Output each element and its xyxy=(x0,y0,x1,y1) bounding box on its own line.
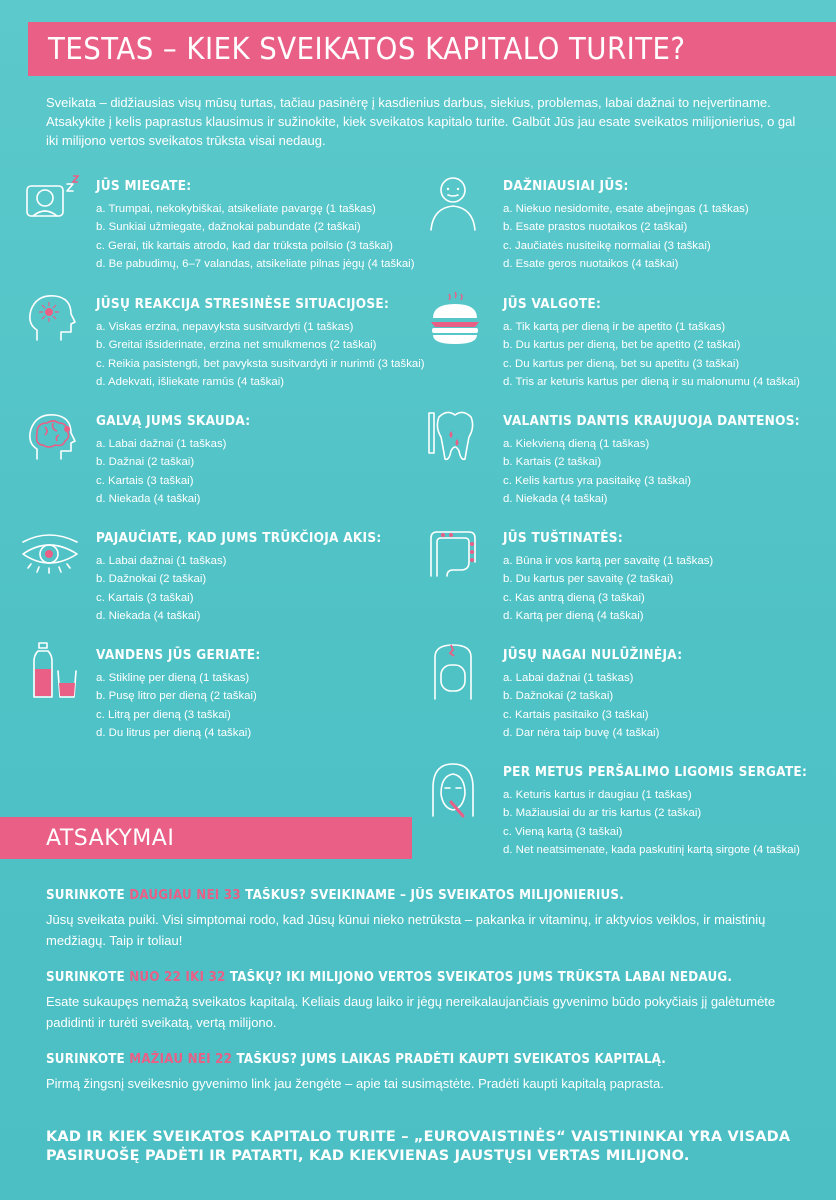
answer-option: c. Kelis kartus yra pasitaikę (3 taškai) xyxy=(503,474,692,487)
answer-option: b. Dažnai (2 taškai) xyxy=(96,456,195,469)
question-eating xyxy=(503,296,836,391)
answer-heading-pre: SURINKOTE xyxy=(46,888,130,903)
answer-option: b. Pusę litro per dieną (2 taškai) xyxy=(96,690,257,703)
answer-option: d. Be pabudimų, 6–7 valandas, atsikeliate pilnas jėgų (4 taškai) xyxy=(96,257,415,270)
burger-icon xyxy=(425,290,485,350)
answer-option: d. Dar nėra taip buvę (4 taškai) xyxy=(503,726,660,739)
page-title: TESTAS – KIEK SVEIKATOS KAPITALO TURITE? xyxy=(48,31,686,67)
answer-option: b. Sunkiai užmiegate, dažnokai pabundate (2 taškai) xyxy=(96,221,361,234)
question-title: JŪS MIEGATE: xyxy=(96,178,192,194)
sleeping-person-icon xyxy=(23,172,83,232)
score-range-highlight: DAUGIAU NEI 33 xyxy=(129,888,241,903)
question-nails xyxy=(503,647,836,742)
question-title: PAJAUČIATE, KAD JUMS TRŪKČIOJA AKIS: xyxy=(96,530,382,546)
answer-block-high xyxy=(46,888,806,951)
question-title: PER METUS PERŠALIMO LIGOMIS SERGATE: xyxy=(503,764,808,780)
person-face-icon xyxy=(423,172,483,232)
answer-block-mid xyxy=(46,970,806,1033)
answer-option: c. Vieną kartą (3 taškai) xyxy=(503,825,623,838)
answer-heading-pre: SURINKOTE xyxy=(46,970,130,985)
answer-option: c. Kartais (3 taškai) xyxy=(96,474,194,487)
answer-option: d. Tris ar keturis kartus per dieną ir su malonumu (4 taškai) xyxy=(503,375,800,388)
title-bar xyxy=(28,22,836,76)
question-title: DAŽNIAUSIAI JŪS: xyxy=(503,178,629,194)
answer-option: d. Adekvati, išliekate ramūs (4 taškai) xyxy=(96,375,285,388)
answer-option: a. Būna ir vos kartą per savaitę (1 taškas) xyxy=(503,555,714,567)
answer-option: d. Niekada (4 taškai) xyxy=(96,492,201,505)
question-title: JŪSŲ REAKCIJA STRESINĖSE SITUACIJOSE: xyxy=(96,296,390,312)
answer-option: c. Reikia pasistengti, bet pavyksta susitvardyti ir nurimti (3 taškai) xyxy=(96,357,425,370)
fingernail-icon xyxy=(423,641,483,701)
answer-option: a. Kiekvieną dieną (1 taškas) xyxy=(503,438,650,450)
answer-option: c. Jaučiatės nusiteikę normaliai (3 taškai) xyxy=(503,239,711,252)
intestine-icon xyxy=(423,524,483,584)
answer-option: b. Kartais (2 taškai) xyxy=(503,456,602,469)
answer-option: a. Labai dažnai (1 taškas) xyxy=(503,672,634,684)
answer-option: d. Kartą per dieną (4 taškai) xyxy=(503,609,644,622)
question-headache xyxy=(96,413,476,508)
answer-block-low xyxy=(46,1052,806,1094)
score-range-highlight: MAŽIAU NEI 22 xyxy=(129,1052,233,1067)
answers-heading-bar xyxy=(0,817,412,859)
question-bowel xyxy=(503,530,836,625)
answers-heading: ATSAKYMAI xyxy=(46,825,175,851)
answer-option: c. Litrą per dieną (3 taškai) xyxy=(96,708,231,721)
answer-option: a. Keturis kartus ir daugiau (1 taškas) xyxy=(503,789,692,801)
answer-option: a. Labai dažnai (1 taškas) xyxy=(96,555,227,567)
answer-option: d. Du litrus per dieną (4 taškai) xyxy=(96,726,252,739)
answer-option: b. Mažiausiai du ar tris kartus (2 taškai) xyxy=(503,807,702,820)
answer-option: a. Trumpai, nekokybiškai, atsikeliate pavargę (1 taškas) xyxy=(96,203,376,215)
answer-option: d. Net neatsimenate, kada paskutinį kartą sirgote (4 taškai) xyxy=(503,843,800,856)
score-range-highlight: NUO 22 IKI 32 xyxy=(129,970,226,985)
footer-text: KAD IR KIEK SVEIKATOS KAPITALO TURITE – „EUROVAISTINĖS“ VAISTININKAI YRA VISADA PASIRUOŠĘ PADĖTI IR PATARTI, KAD KIEKVIENAS JAUSTŲSI VERTAS MILIJONO. xyxy=(46,1129,791,1164)
tooth-icon xyxy=(425,407,485,467)
answer-option: b. Du kartus per savaitę (2 taškai) xyxy=(503,573,674,586)
answer-option: d. Niekada (4 taškai) xyxy=(503,492,608,505)
stressed-head-icon xyxy=(23,290,83,350)
question-title: VANDENS JŪS GERIATE: xyxy=(96,647,261,663)
answer-heading xyxy=(46,888,745,903)
brain-head-icon xyxy=(23,407,83,467)
question-water xyxy=(96,647,476,742)
answer-heading-pre: SURINKOTE xyxy=(46,1052,130,1067)
water-bottle-icon xyxy=(30,641,90,701)
question-title: VALANTIS DANTIS KRAUJUOJA DANTENOS: xyxy=(503,413,800,429)
answer-option: a. Viskas erzina, nepavyksta susitvardyti (1 taškas) xyxy=(96,321,354,333)
answer-option: c. Du kartus per dieną, bet su apetitu (3 taškai) xyxy=(503,357,740,370)
question-eye xyxy=(96,530,476,625)
answer-option: a. Tik kartą per dieną ir be apetito (1 taškas) xyxy=(503,321,726,333)
answer-option: c. Gerai, tik kartais atrodo, kad dar trūksta poilsio (3 taškai) xyxy=(96,239,393,252)
question-sleep xyxy=(96,178,476,273)
intro-text: Sveikata – didžiausias visų mūsų turtas, tačiau pasinėrę į kasdienius darbus, siekius, problemas, labai dažnai to neįvertiname. Atsakykite į kelis paprastus klausimus ir sužinokite, kiek sveikatos kapitalo turite. Galbūt Jūs jau esate sveikatos milijonierius, o gal iki milijono vertos sveikatos trūksta visai nedaug. xyxy=(46,95,796,148)
question-title: JŪSŲ NAGAI NULŪŽINĖJA: xyxy=(503,647,683,663)
question-colds xyxy=(503,764,836,859)
answer-option: b. Dažnokai (2 taškai) xyxy=(96,573,207,586)
answer-body: Pirmą žingsnį sveikesnio gyvenimo link jau žengėte – apie tai susimąstėte. Pradėti kaupti kapitalą paprasta. xyxy=(46,1076,664,1091)
thermometer-person-icon xyxy=(423,758,483,818)
answer-option: a. Niekuo nesidomite, esate abejingas (1 taškas) xyxy=(503,203,749,215)
question-stress xyxy=(96,296,476,391)
answer-option: b. Du kartus per dieną, bet be apetito (2 taškai) xyxy=(503,339,741,352)
answer-body: Esate sukaupęs nemažą sveikatos kapitalą. Keliais daug laiko ir jėgų nereikalaujančiais gyvenimo būdo pokyčiais jį galėtumėte padidinti ir turėti sveikatą, vertą milijono. xyxy=(46,994,776,1030)
question-gums xyxy=(503,413,836,508)
answer-option: b. Greitai išsiderinate, erzina net smulkmenos (2 taškai) xyxy=(96,339,377,352)
answer-option: c. Kartais pasitaiko (3 taškai) xyxy=(503,708,649,721)
answer-option: a. Labai dažnai (1 taškas) xyxy=(96,438,227,450)
question-mood xyxy=(503,178,836,273)
answer-heading xyxy=(46,1052,745,1067)
answer-heading-post: TAŠKUS? JUMS LAIKAS PRADĖTI KAUPTI SVEIKATOS KAPITALĄ. xyxy=(232,1052,667,1067)
answer-option: b. Esate prastos nuotaikos (2 taškai) xyxy=(503,221,688,234)
question-title: GALVĄ JUMS SKAUDA: xyxy=(96,413,251,429)
answer-heading xyxy=(46,970,745,985)
question-title: JŪS TUŠTINATĖS: xyxy=(503,530,623,546)
answer-heading-post: TAŠKŲ? IKI MILIJONO VERTOS SVEIKATOS JUMS TRŪKSTA LABAI NEDAUG. xyxy=(225,970,733,985)
answer-option: a. Stiklinę per dieną (1 taškas) xyxy=(96,672,250,684)
answer-option: c. Kartais (3 taškai) xyxy=(96,591,194,604)
answer-body: Jūsų sveikata puiki. Visi simptomai rodo, kad Jūsų kūnui nieko netrūksta – pakanka ir vitaminų, ir aktyvios veiklos, ir maistinių medžiagų. Taip ir toliau! xyxy=(46,912,766,948)
answer-heading-post: TAŠKUS? SVEIKINAME – JŪS SVEIKATOS MILIJONIERIUS. xyxy=(240,888,624,903)
answer-option: c. Kas antrą dieną (3 taškai) xyxy=(503,591,645,604)
eye-icon xyxy=(16,524,82,584)
answer-option: d. Niekada (4 taškai) xyxy=(96,609,201,622)
answer-option: d. Esate geros nuotaikos (4 taškai) xyxy=(503,257,679,270)
answer-option: b. Dažnokai (2 taškai) xyxy=(503,690,614,703)
question-title: JŪS VALGOTE: xyxy=(503,296,602,312)
